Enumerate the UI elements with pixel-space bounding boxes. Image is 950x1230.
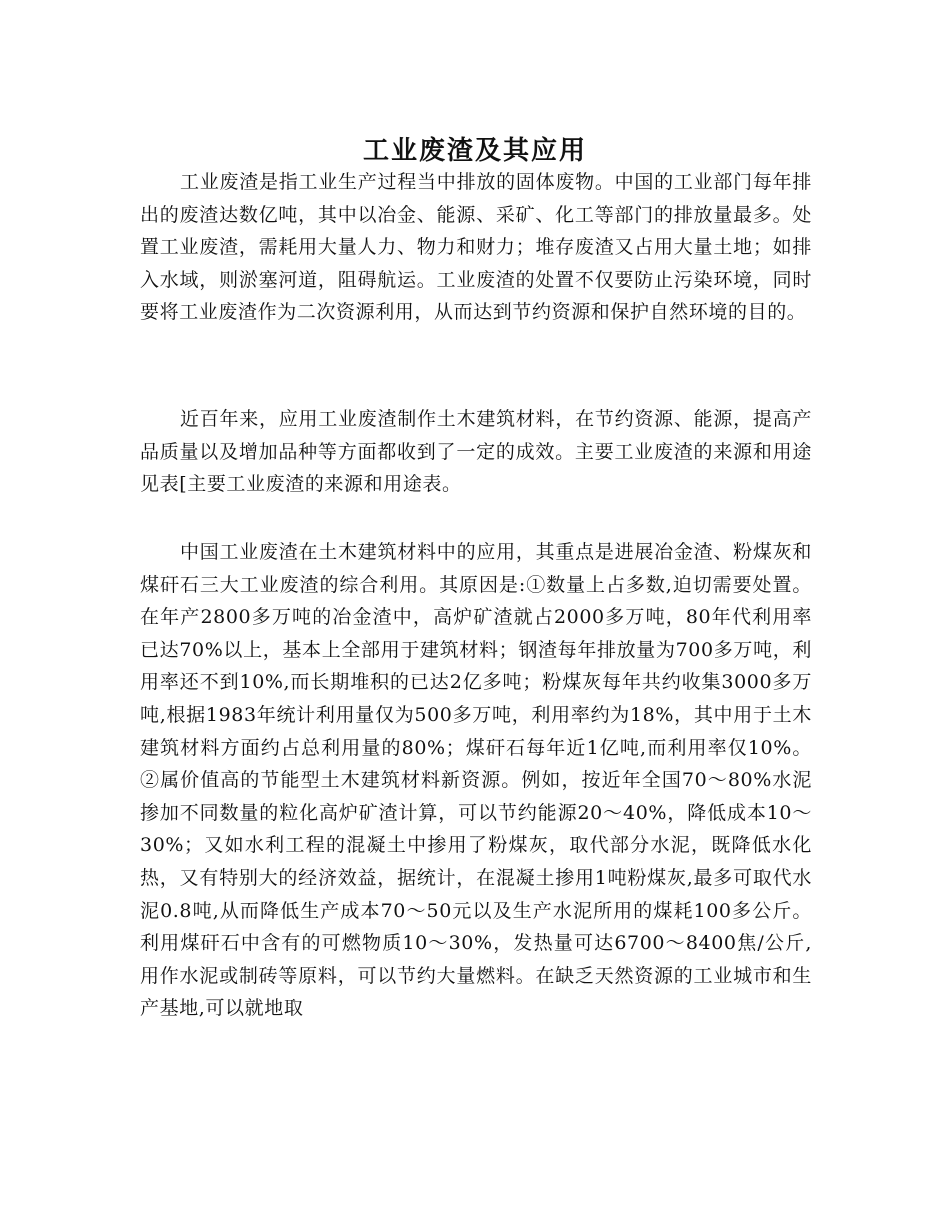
document-title: 工业废渣及其应用: [362, 136, 587, 167]
paragraph-history: 近百年来，应用工业废渣制作土木建筑材料，在节约资源、能源，提高产品质量以及增加品种等方面都收到了一定的成效。主要工业废渣的来源和用途见表[主要工业废渣的来源和用途表。: [140, 408, 812, 496]
paragraph-application: 中国工业废渣在土木建筑材料中的应用，其重点是进展冶金渣、粉煤灰和煤矸石三大工业废渣的综合利用。其原因是:①数量上占多数,迫切需要处置。在年产2800多万吨的冶金渣中，高炉矿渣就占2000多万吨，80年代利用率已达70%以上，基本上全部用于建筑材料；钢渣每年排放量为700多万吨，利用率还不到10%,而长期堆积的已达2亿多吨；粉煤灰每年共约收集3000多万吨,根据1983年统计利用量仅为500多万吨，利用率约为18%，其中用于土木建筑材料方面约占总利用量的80%；煤矸石每年近1亿吨,而利用率仅10%。②属价值高的节能型土木建筑材料新资源。例如，按近年全国70～80%水泥掺加不同数量的粒化高炉矿渣计算，可以节约能源20～40%，降低成本10～30%；又如水利工程的混凝土中掺用了粉煤灰，取代部分水泥，既降低水化热，又有特别大的经济效益，据统计，在混凝土掺用1吨粉煤灰,最多可取代水泥0.8吨,从而降低生产成本70～50元以及生产水泥所用的煤耗100多公斤。利用煤矸石中含有的可燃物质10～30%，发热量可达6700～8400焦/公斤,用作水泥或制砖等原料，可以节约大量燃料。在缺乏天然资源的工业城市和生产基地,可以就地取: [140, 541, 812, 1020]
paragraph-intro: 工业废渣是指工业生产过程当中排放的固体废物。中国的工业部门每年排出的废渣达数亿吨，其中以冶金、能源、采矿、化工等部门的排放量最多。处置工业废渣，需耗用大量人力、物力和财力；堆存废渣又占用大量土地；如排入水域，则淤塞河道，阻碍航运。工业废渣的处置不仅要防止污染环境，同时要将工业废渣作为二次资源利用，从而达到节约资源和保护自然环境的目的。: [140, 171, 812, 324]
